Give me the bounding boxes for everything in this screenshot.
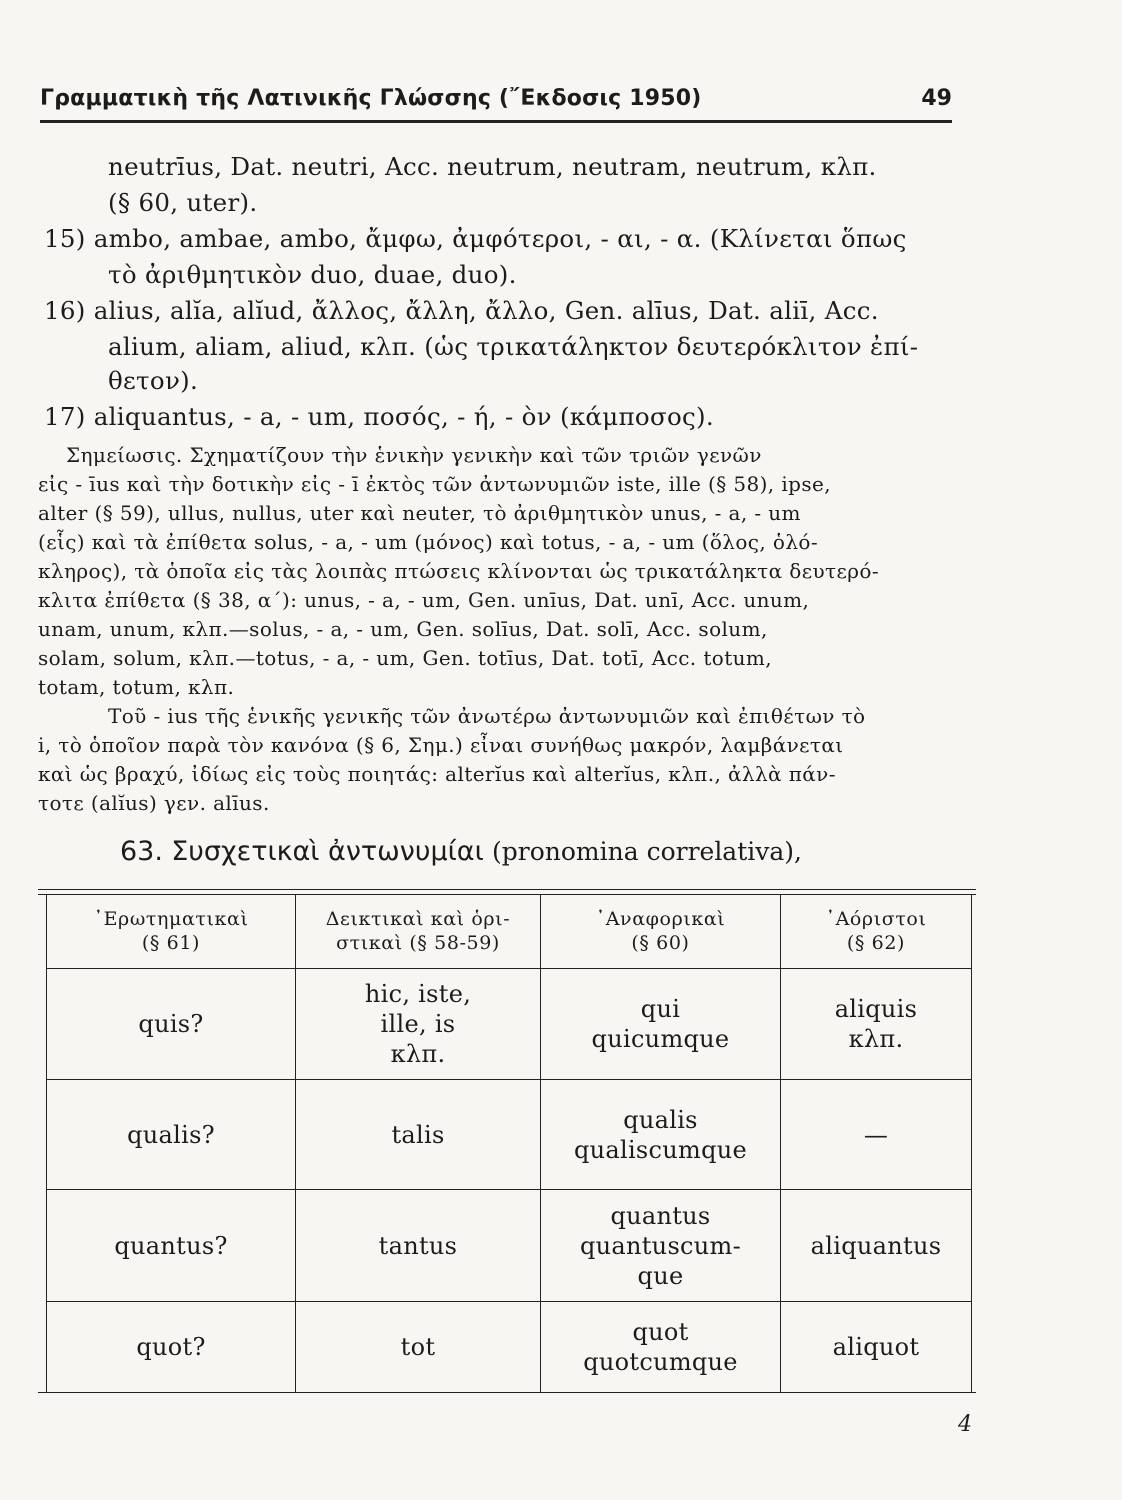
body-line: τὸ ἀριθμητικὸν duo, duae, duo).: [108, 260, 517, 289]
note-line: i, τὸ ὁποῖον παρὰ τὸν κανόνα (§ 6, Σημ.) εἶναι συνήθως μακρόν, λαμβάνεται: [38, 733, 844, 757]
note-line: totam, totum, κλπ.: [38, 675, 235, 699]
note-line: τοτε (alĭus) γεν. alīus.: [38, 791, 270, 815]
table-border-right: [971, 894, 972, 1392]
body-line: neutrīus, Dat. neutri, Acc. neutrum, neutram, neutrum, κλπ.: [108, 152, 877, 181]
running-head: [40, 80, 952, 123]
table-cell: qualis?: [127, 1120, 215, 1149]
note-line: κληρος), τὰ ὁποῖα εἰς τὰς λοιπὰς πτώσεις κλίνονται ὡς τρικατάληκτα δευτερό-: [38, 559, 880, 583]
note-line: (εἷς) καὶ τὰ ἐπίθετα solus, - a, - um (μόνος) καὶ totus, - a, - um (ὅλος, ὁλό-: [38, 530, 819, 554]
running-head-title: Γραμματικὴ τῆς Λατινικῆς Γλώσσης (῎Εκδοσις 1950): [40, 86, 702, 111]
signature-mark: 4: [958, 1412, 972, 1437]
table-border-left: [46, 894, 47, 1392]
note-heading-line: Σημείωσις. Σχηματίζουν τὴν ἑνικὴν γενικὴν καὶ τῶν τριῶν γενῶν: [66, 443, 762, 467]
table-cell: aliquantus: [810, 1231, 942, 1260]
note-line: Τοῦ - ius τῆς ἑνικῆς γενικῆς τῶν ἀνωτέρω ἀντωνυμιῶν καὶ ἐπιθέτων τὸ: [108, 704, 866, 728]
table-cell: quantus quantuscum- que: [579, 1201, 742, 1290]
table-header-cell: ᾿Αναφορικαὶ (§ 60): [595, 908, 726, 954]
note-line: unam, unum, κλπ.—solus, - a, - um, Gen. solīus, Dat. solī, Acc. solum,: [38, 617, 768, 641]
table-header-cell: Δεικτικαὶ καὶ ὁρι- στικαὶ (§ 58-59): [325, 908, 511, 954]
body-line: alium, aliam, aliud, κλπ. (ὡς τρικατάληκτον δευτερόκλιτον ἐπί-: [108, 332, 919, 361]
table-column-divider: [295, 894, 296, 1392]
table-cell: quis?: [138, 1010, 204, 1038]
table-rule-row: [46, 1301, 972, 1302]
section-number: 63.: [120, 836, 163, 867]
body-line: θετον).: [108, 366, 199, 395]
section-heading: [120, 836, 802, 867]
table-rule-row: [46, 1189, 972, 1190]
table-cell: quantus?: [114, 1231, 228, 1260]
note-line: solam, solum, κλπ.—totus, - a, - um, Gen. totīus, Dat. totī, Acc. totum,: [38, 646, 773, 670]
table-cell: aliquot: [832, 1333, 920, 1361]
table-column-divider: [780, 894, 781, 1392]
table-rule-top: [38, 889, 976, 890]
table-header-cell: ᾿Αόριστοι (§ 62): [825, 908, 927, 954]
table-cell: —: [863, 1120, 889, 1149]
note-line: καὶ ὡς βραχύ, ἰδίως εἰς τοὺς ποιητάς: alterĭus καὶ alterĭus, κλπ., ἀλλὰ πάν-: [38, 762, 836, 786]
table-cell: talis: [391, 1120, 445, 1149]
table-rule-header: [46, 968, 972, 969]
list-item-15: 15) ambo, ambae, ambo, ἄμφω, ἀμφότεροι, - αι, - α. (Κλίνεται ὅπως: [44, 224, 907, 253]
section-title-latin: (pronomina correlativa),: [492, 837, 802, 866]
table-cell: aliquis κλπ.: [834, 995, 918, 1053]
table-cell: qualis qualiscumque: [573, 1105, 748, 1164]
page-number: 49: [921, 86, 952, 111]
note-line: εἰς - īus καὶ τὴν δοτικὴν εἰς - ī ἐκτὸς τῶν ἀντωνυμιῶν iste, ille (§ 58), ipse,: [38, 472, 831, 496]
table-cell: tot: [400, 1333, 436, 1361]
table-header-cell: ᾿Ερωτηματικαὶ (§ 61): [93, 908, 249, 954]
table-cell: quot quotcumque: [583, 1318, 738, 1376]
body-line: (§ 60, uter).: [108, 188, 258, 217]
table-column-divider: [540, 894, 541, 1392]
table-rule-top-inner: [38, 894, 976, 895]
table-rule-row: [46, 1079, 972, 1080]
list-item-16: 16) alius, alĭa, alĭud, ἄλλος, ἄλλη, ἄλλο, Gen. alīus, Dat. aliī, Acc.: [44, 296, 879, 325]
note-line: κλιτα ἐπίθετα (§ 38, α΄): unus, - a, - um, Gen. unīus, Dat. unī, Acc. unum,: [38, 588, 810, 612]
table-rule-bottom: [38, 1392, 976, 1393]
table-cell: hic, iste, ille, is κλπ.: [364, 980, 472, 1068]
table-cell: quot?: [136, 1333, 206, 1361]
section-title-greek: Συσχετικαὶ ἀντωνυμίαι: [171, 836, 484, 867]
table-cell: tantus: [378, 1231, 458, 1260]
note-line: alter (§ 59), ullus, nullus, uter καὶ neuter, τὸ ἀριθμητικὸν unus, - a, - um: [38, 501, 801, 525]
table-cell: qui quicumque: [591, 995, 730, 1053]
list-item-17: 17) aliquantus, - a, - um, ποσός, - ή, - ὸν (κάμποσος).: [44, 402, 714, 431]
